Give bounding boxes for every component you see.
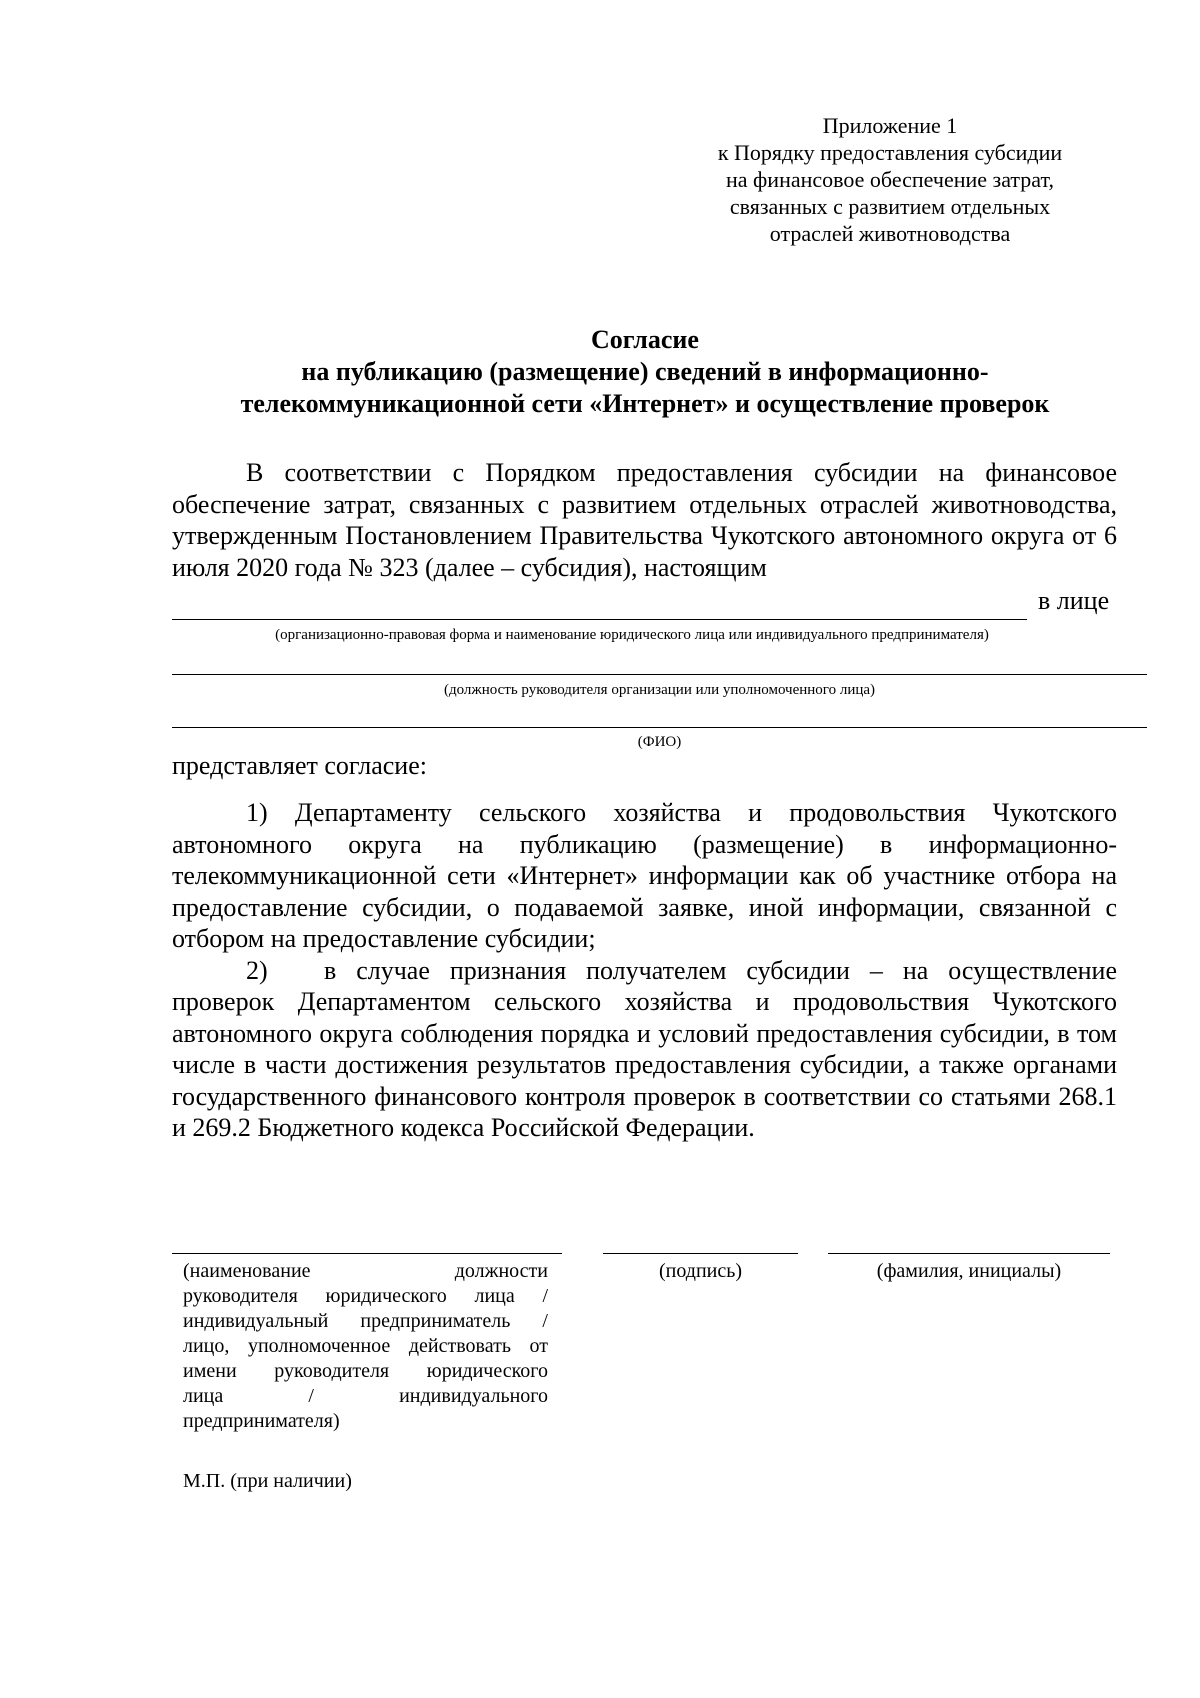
consent-lead: представляет согласие:: [172, 751, 427, 780]
consent-item-2-number: 2): [246, 955, 268, 985]
signature-line[interactable]: [603, 1253, 798, 1254]
stamp-note: М.П. (при наличии): [183, 1470, 352, 1492]
title-line: Согласие: [591, 325, 699, 354]
appendix-line: отраслей животноводства: [769, 221, 1011, 246]
signature-name-line[interactable]: [828, 1253, 1110, 1254]
title-line: телекоммуникационной сети «Интернет» и осуществление проверок: [240, 389, 1050, 418]
signature-position-caption-line: имени руководителя юридического: [183, 1360, 548, 1382]
signature-position-caption-line: предпринимателя): [183, 1410, 340, 1432]
position-caption: (должность руководителя организации или уполномоченного лица): [443, 682, 876, 698]
title-line: на публикацию (размещение) сведений в информационно-: [301, 357, 989, 386]
org-name-field-line[interactable]: [172, 619, 1027, 620]
appendix-line: на финансовое обеспечение затрат,: [726, 167, 1054, 192]
appendix-line: Приложение 1: [822, 113, 958, 138]
position-field-line[interactable]: [172, 674, 1147, 675]
signature-position-line[interactable]: [172, 1253, 562, 1254]
signature-position-caption-line: лица / индивидуального: [183, 1385, 548, 1407]
signature-position-caption: [183, 1259, 548, 1434]
consent-item-2: [172, 955, 1117, 1144]
consent-item-1: 1) Департаменту сельского хозяйства и продовольствия Чукотского автономного округа на публикацию (размещение) в информационно-телекоммуникационной сети «Интернет» информации как об участнике отбора на предоставление субсидии, о подаваемой заявке, иной информации, связанной с отбором на предоставление субсидии;: [172, 798, 1117, 953]
signature-position-caption-line: (наименование должности: [183, 1260, 548, 1282]
appendix-header: [680, 112, 1100, 247]
signature-caption: (подпись): [658, 1260, 743, 1282]
signature-name-caption: (фамилия, инициалы): [876, 1260, 1062, 1282]
in-person-of-text: в лице: [1038, 586, 1110, 615]
fio-field-line[interactable]: [172, 727, 1147, 728]
appendix-line: к Порядку предоставления субсидии: [717, 140, 1063, 165]
signature-position-caption-line: индивидуальный предприниматель /: [183, 1310, 548, 1332]
document-title: [140, 324, 1150, 420]
consent-items: [172, 797, 1117, 1144]
consent-item-2-text: в случае признания получателем субсидии – на осуществление проверок Департаментом сельского хозяйства и продовольствия Чукотского автономного округа соблюдения порядка и условий предоставления субсидии, в том числе в части достижения результатов предоставления субсидии, а также органами государственного финансового контроля проверок в соответствии со статьями 268.1 и 269.2 Бюджетного кодекса Российской Федерации.: [172, 955, 1117, 1142]
signature-position-caption-line: лицо, уполномоченное действовать от: [183, 1335, 548, 1357]
signature-position-caption-line: руководителя юридического лица /: [183, 1285, 548, 1307]
fio-caption: (ФИО): [637, 734, 682, 750]
org-name-caption: (организационно-правовая форма и наименование юридического лица или индивидуального предпринимателя): [275, 627, 989, 643]
intro-paragraph: В соответствии с Порядком предоставления субсидии на финансовое обеспечение затрат, связанных с развитием отдельных отраслей животноводства, утвержденным Постановлением Правительства Чукотского автономного округа от 6 июля 2020 года № 323 (далее – субсидия), настоящим: [172, 458, 1117, 582]
appendix-line: связанных с развитием отдельных: [729, 194, 1051, 219]
